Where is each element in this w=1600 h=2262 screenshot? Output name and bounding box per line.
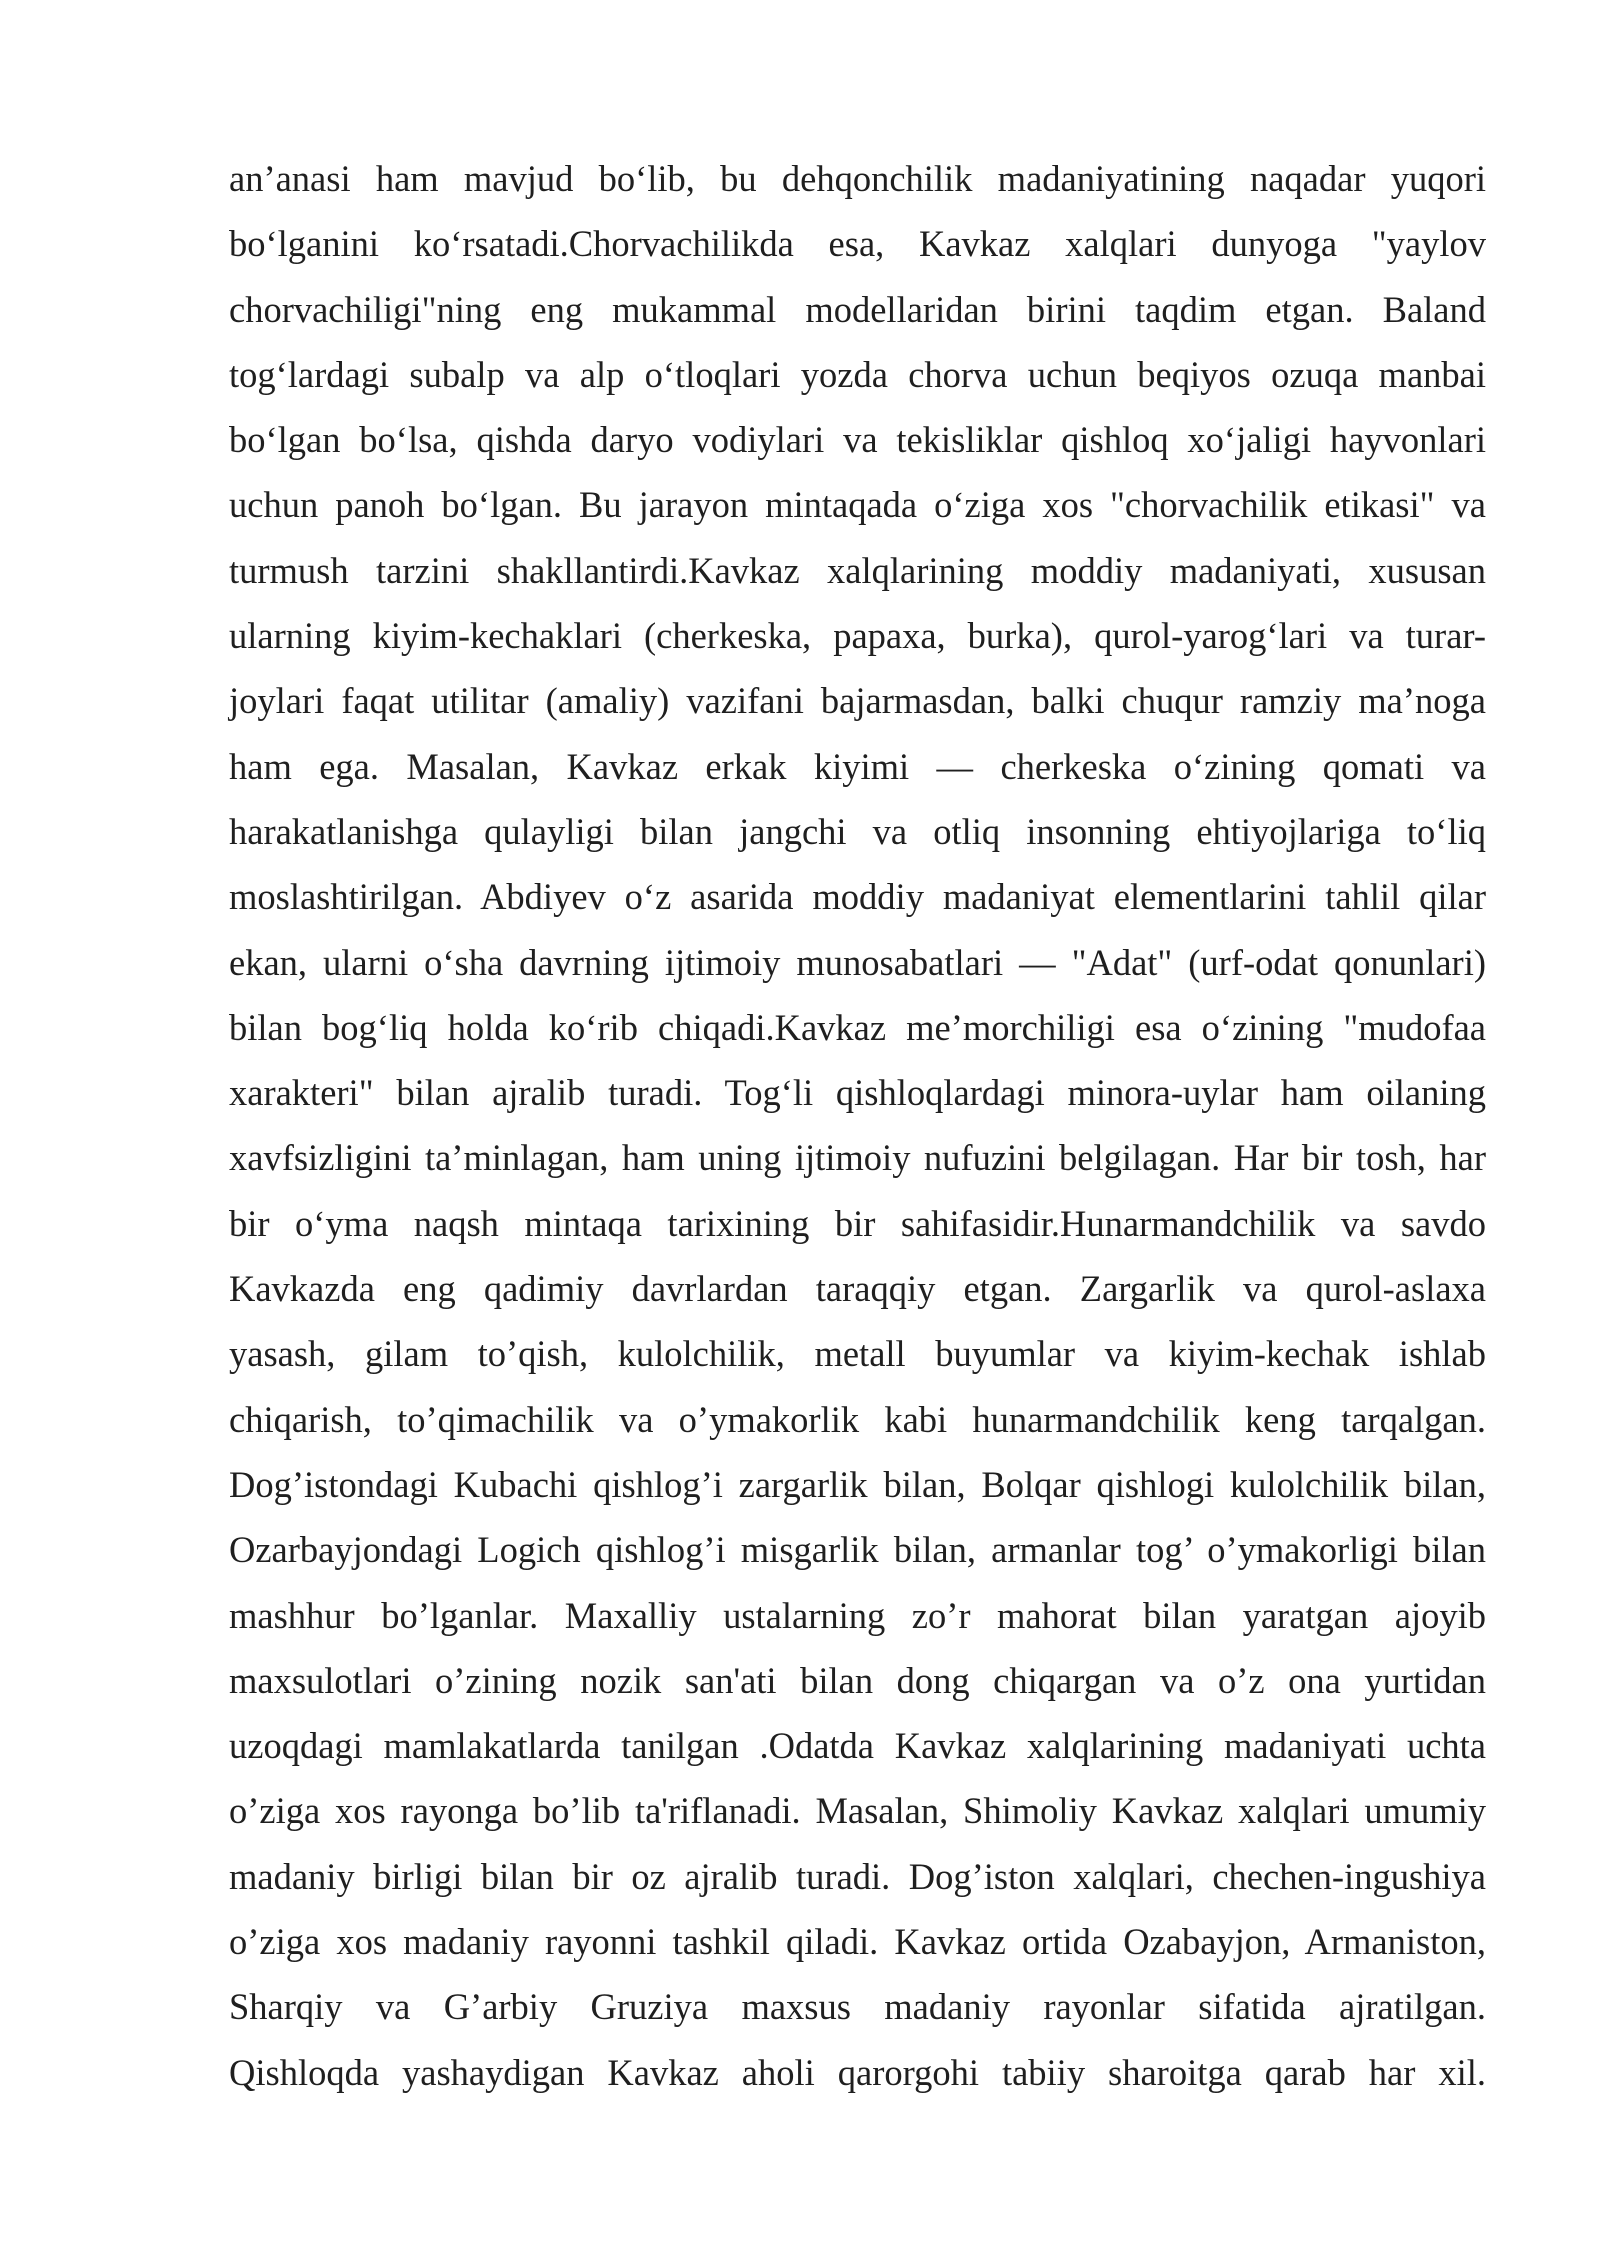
text-line-content: bo‘lgan bo‘lsa, qishda daryo vodiylari va tekisliklar qishloq xo‘jaligi hayvonlari <box>229 419 1486 461</box>
text-line-content: madaniy birligi bilan bir oz ajralib turadi. Dog’iston xalqlari, chechen-ingushiya <box>229 1855 1486 1897</box>
text-line-content: harakatlanishga qulayligi bilan jangchi va otliq insonning ehtiyojlariga to‘liq <box>229 810 1486 852</box>
text-line <box>229 1125 1486 1190</box>
text-line-content: ularning kiyim-kechaklari (cherkeska, papaxa, burka), qurol-yarog‘lari va turar- <box>229 615 1486 657</box>
text-line <box>229 1256 1486 1321</box>
text-line <box>229 1321 1486 1386</box>
text-line-content: chiqarish, to’qimachilik va o’ymakorlik kabi hunarmandchilik keng tarqalgan. <box>229 1398 1486 1440</box>
text-line-content: bilan bog‘liq holda ko‘rib chiqadi.Kavkaz me’morchiligi esa o‘zining "mudofaa <box>229 1006 1486 1048</box>
text-line-content: turmush tarzini shakllantirdi.Kavkaz xalqlarining moddiy madaniyati, xususan <box>229 549 1486 591</box>
text-line <box>229 864 1486 929</box>
text-line <box>229 930 1486 995</box>
text-line-content: uzoqdagi mamlakatlarda tanilgan .Odatda Kavkaz xalqlarining madaniyati uchta <box>229 1725 1486 1767</box>
text-line-content: ham ega. Masalan, Kavkaz erkak kiyimi — cherkeska o‘zining qomati va <box>229 745 1486 787</box>
text-line <box>229 2040 1486 2105</box>
text-line-content: Kavkazda eng qadimiy davrlardan taraqqiy etgan. Zargarlik va qurol-aslaxa <box>229 1268 1486 1310</box>
text-line <box>229 603 1486 668</box>
text-line-content: moslashtirilgan. Abdiyev o‘z asarida moddiy madaniyat elementlarini tahlil qilar <box>229 876 1486 918</box>
text-line-content: yasash, gilam to’qish, kulolchilik, metall buyumlar va kiyim-kechak ishlab <box>229 1333 1486 1375</box>
text-line <box>229 277 1486 342</box>
text-line <box>229 1583 1486 1648</box>
text-line <box>229 146 1486 211</box>
text-line <box>229 472 1486 537</box>
text-line <box>229 1060 1486 1125</box>
text-line <box>229 1909 1486 1974</box>
text-line-content: ekan, ularni o‘sha davrning ijtimoiy munosabatlari — "Adat" (urf-odat qonunlari) <box>229 941 1486 983</box>
text-line <box>229 407 1486 472</box>
text-line-content: chorvachiligi"ning eng mukammal modellaridan birini taqdim etgan. Baland <box>229 288 1486 330</box>
text-line <box>229 342 1486 407</box>
text-line-content: tog‘lardagi subalp va alp o‘tloqlari yozda chorva uchun beqiyos ozuqa manbai <box>229 353 1486 395</box>
text-line-content: xavfsizligini ta’minlagan, ham uning ijtimoiy nufuzini belgilagan. Har bir tosh, har <box>229 1137 1486 1179</box>
text-line <box>229 1452 1486 1517</box>
text-line-content: joylari faqat utilitar (amaliy) vazifani bajarmasdan, balki chuqur ramziy ma’noga <box>229 680 1486 722</box>
text-line <box>229 1713 1486 1778</box>
text-line-content: an’anasi ham mavjud bo‘lib, bu dehqonchilik madaniyatining naqadar yuqori <box>229 158 1486 199</box>
text-line <box>229 1844 1486 1909</box>
text-line <box>229 995 1486 1060</box>
text-line-content: Sharqiy va G’arbiy Gruziya maxsus madaniy rayonlar sifatida ajratilgan. <box>229 1986 1486 2028</box>
text-line <box>229 1517 1486 1582</box>
text-line-content: o’ziga xos rayonga bo’lib ta'riflanadi. Masalan, Shimoliy Kavkaz xalqlari umumiy <box>229 1790 1486 1832</box>
text-line <box>229 799 1486 864</box>
text-line-content: uchun panoh bo‘lgan. Bu jarayon mintaqada o‘ziga xos "chorvachilik etikasi" va <box>229 484 1486 526</box>
text-line <box>229 1648 1486 1713</box>
text-line-content: mashhur bo’lganlar. Maxalliy ustalarning zo’r mahorat bilan yaratgan ajoyib <box>229 1594 1486 1636</box>
text-line <box>229 734 1486 799</box>
text-line <box>229 211 1486 276</box>
body-text <box>229 146 1486 2105</box>
text-line-content: Dog’istondagi Kubachi qishlog’i zargarlik bilan, Bolqar qishlogi kulolchilik bilan, <box>229 1463 1486 1505</box>
text-line <box>229 1778 1486 1843</box>
text-line <box>229 538 1486 603</box>
text-line-content: Qishloqda yashaydigan Kavkaz aholi qarorgohi tabiiy sharoitga qarab har xil. <box>229 2051 1486 2093</box>
text-line <box>229 1974 1486 2039</box>
text-line-content: maxsulotlari o’zining nozik san'ati bilan dong chiqargan va o’z ona yurtidan <box>229 1659 1486 1701</box>
text-line <box>229 668 1486 733</box>
text-line-content: Ozarbayjondagi Logich qishlog’i misgarlik bilan, armanlar tog’ o’ymakorligi bilan <box>229 1529 1486 1571</box>
text-line <box>229 1387 1486 1452</box>
text-line-content: bir o‘yma naqsh mintaqa tarixining bir sahifasidir.Hunarmandchilik va savdo <box>229 1202 1486 1244</box>
text-line-content: bo‘lganini ko‘rsatadi.Chorvachilikda esa, Kavkaz xalqlari dunyoga "yaylov <box>229 223 1486 265</box>
text-line-content: o’ziga xos madaniy rayonni tashkil qiladi. Kavkaz ortida Ozabayjon, Armaniston, <box>229 1921 1486 1963</box>
text-line-content: xarakteri" bilan ajralib turadi. Tog‘li qishloqlardagi minora-uylar ham oilaning <box>229 1072 1486 1114</box>
text-line <box>229 1191 1486 1256</box>
